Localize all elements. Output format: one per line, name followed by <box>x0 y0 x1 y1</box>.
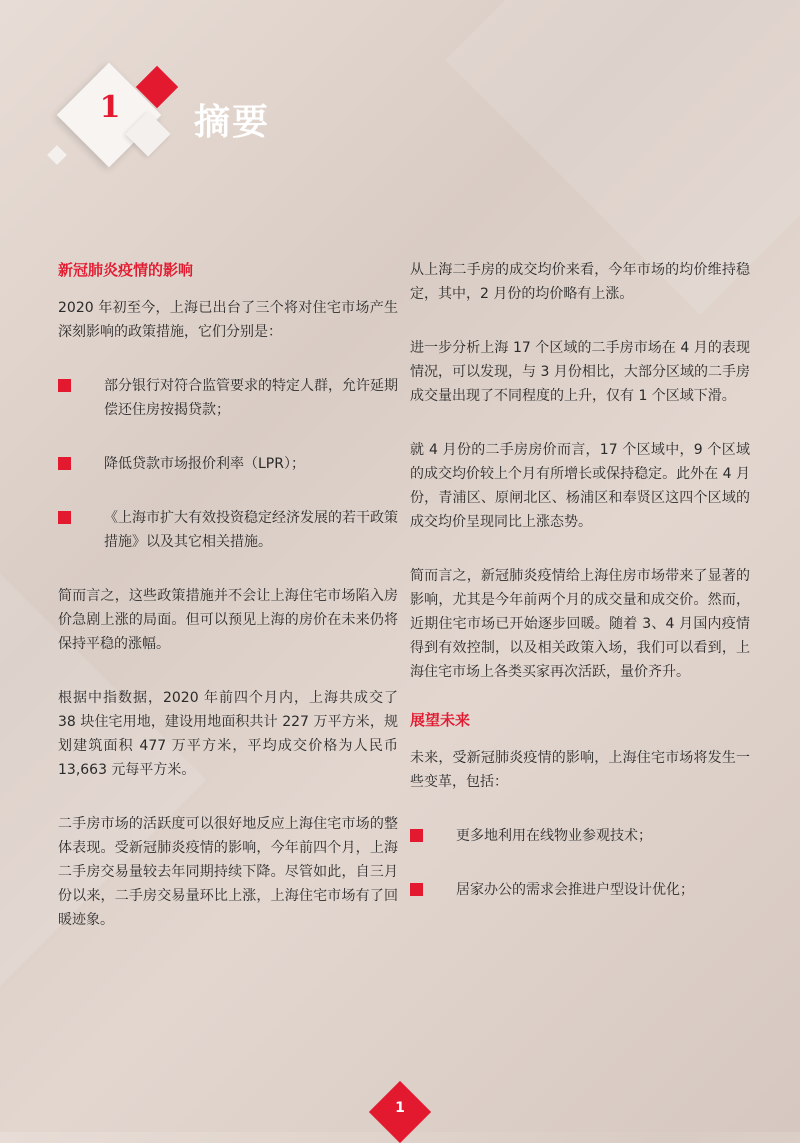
list-item: 降低贷款市场报价利率（LPR）； <box>58 452 398 476</box>
section-number: 1 <box>99 90 121 125</box>
paragraph: 二手房市场的活跃度可以很好地反应上海住宅市场的整体表现。受新冠肺炎疫情的影响，今年前四个月，上海二手房交易量较去年同期持续下降。尽管如此，自三月份以来，二手房交易量环比上涨，上海住宅市场有了回暖迹象。 <box>58 816 398 928</box>
right-column <box>410 258 750 932</box>
page-number: 1 <box>395 1100 405 1116</box>
paragraph: 简而言之，新冠肺炎疫情给上海住房市场带来了显著的影响，尤其是今年前两个月的成交量和成交价。然而，近期住宅市场已开始逐步回暖。随着 3、4 月国内疫情得到有效控制，以及相关政策入场，我们可以看到，上海住宅市场上各类买家再次活跃，量价齐升。 <box>410 568 750 680</box>
outlook-list <box>410 824 750 902</box>
paragraph: 从上海二手房的成交均价来看，今年市场的均价维持稳定，其中，2 月份的均价略有上涨。 <box>410 262 750 302</box>
paragraph: 根据中指数据，2020 年前四个月内，上海共成交了 38 块住宅用地，建设用地面积共计 227 万平方米，规划建筑面积 477 万平方米，平均成交价格为人民币 13,663 元每平方米。 <box>58 690 398 778</box>
section-header <box>40 60 360 180</box>
intro-paragraph: 2020 年初至今，上海已出台了三个将对住宅市场产生深刻影响的政策措施，它们分别是： <box>58 300 398 340</box>
section-title-outlook: 展望未来 <box>410 711 471 729</box>
policy-list <box>58 374 398 554</box>
list-item: 居家办公的需求会推进户型设计优化； <box>410 878 750 902</box>
paragraph: 进一步分析上海 17 个区域的二手房市场在 4 月的表现情况，可以发现，与 3 月份相比，大部分区域的二手房成交量出现了不同程度的上升，仅有 1 个区域下滑。 <box>410 340 750 404</box>
paragraph: 简而言之，这些政策措施并不会让上海住宅市场陷入房价急剧上涨的局面。但可以预见上海的房价在未来仍将保持平稳的涨幅。 <box>58 588 398 652</box>
left-column <box>58 258 398 962</box>
list-item: 更多地利用在线物业参观技术； <box>410 824 750 848</box>
outlook-intro: 未来，受新冠肺炎疫情的影响，上海住宅市场将发生一些变革，包括： <box>410 750 750 790</box>
decor-diamond <box>47 145 67 165</box>
list-item: 《上海市扩大有效投资稳定经济发展的若干政策措施》以及其它相关措施。 <box>58 506 398 554</box>
list-item: 部分银行对符合监管要求的特定人群，允许延期偿还住房按揭贷款； <box>58 374 398 422</box>
section-title-covid: 新冠肺炎疫情的影响 <box>58 261 194 279</box>
page-title: 摘要 <box>194 102 271 143</box>
paragraph: 就 4 月份的二手房房价而言，17 个区域中，9 个区域的成交均价较上个月有所增长或保持稳定。此外在 4 月份，青浦区、原闸北区、杨浦区和奉贤区这四个区域的成交均价呈现同比上涨态势。 <box>410 442 750 530</box>
